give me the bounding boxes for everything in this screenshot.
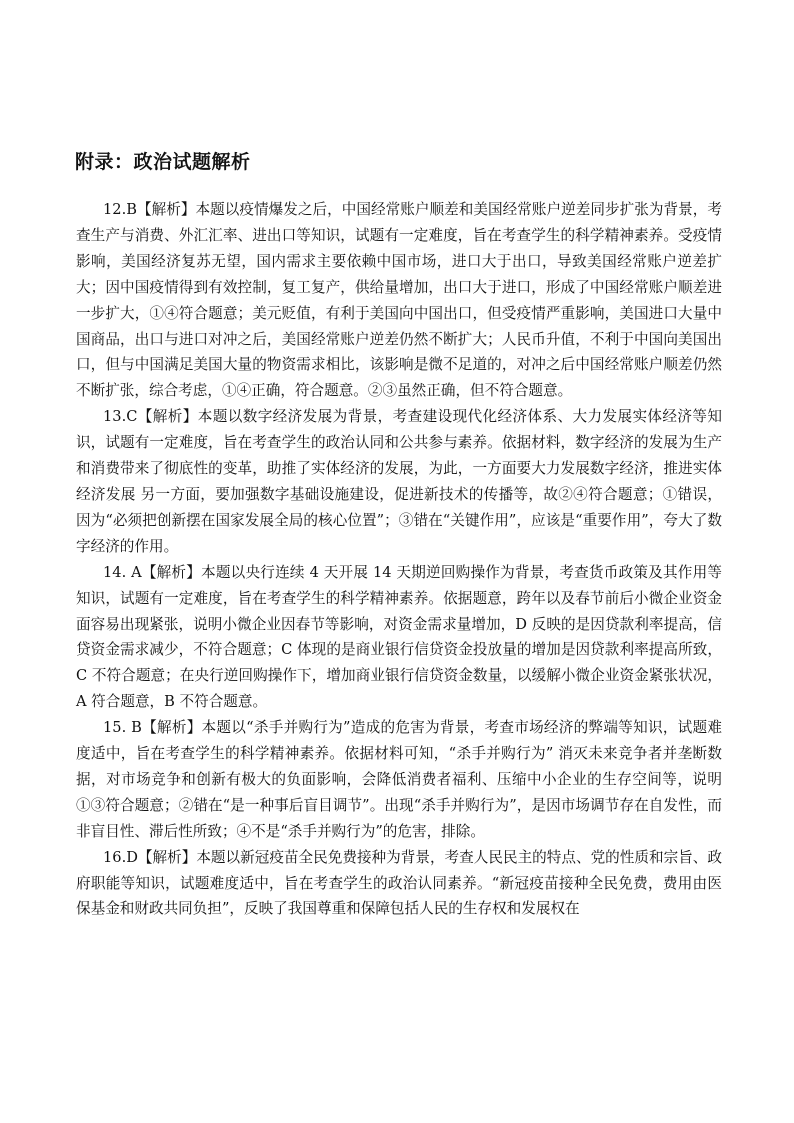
answer-explanations	[76, 197, 722, 922]
explanation-q13: 13.C【解析】本题以数字经济发展为背景，考查建设现代化经济体系、大力发展实体经济等知识，试题有一定难度，旨在考查学生的政治认同和公共参与素养。依据材料，数字经济的发展为生产和消费带来了彻底性的变革，助推了实体经济的发展，为此，一方面要大力发展数字经济，推进实体经济发展 另一方面，要加强数字基础设施建设，促进新技术的传播等，故②④符合题意；①错误，因为“必须把创新摆在国家发展全局的核心位置”；③错在“关键作用”，应该是“重要作用”，夸大了数字经济的作用。	[76, 408, 722, 555]
explanation-q12: 12.B【解析】本题以疫情爆发之后，中国经常账户顺差和美国经常账户逆差同步扩张为背景，考查生产与消费、外汇汇率、进出口等知识，试题有一定难度，旨在考查学生的科学精神素养。受疫情影响，美国经济复苏无望，国内需求主要依赖中国市场，进口大于出口，导致美国经常账户逆差扩大；因中国疫情得到有效控制，复工复产，供给量增加，出口大于进口，形成了中国经常账户顺差进一步扩大，①④符合题意；美元贬值，有利于美国向中国出口，但受疫情严重影响，美国进口大量中国商品，出口与进口对冲之后，美国经常账户逆差仍然不断扩大；人民币升值，不利于中国向美国出口，但与中国满足美国大量的物资需求相比，该影响是微不足道的，对冲之后中国经常账户顺差仍然不断扩张，综合考虑，①④正确，符合题意。②③虽然正确，但不符合题意。	[76, 201, 722, 400]
explanation-q15: 15. B【解析】本题以“杀手并购行为”造成的危害为背景，考查市场经济的弊端等知识，试题难度适中，旨在考查学生的科学精神素养。依据材料可知，“杀手并购行为” 消灭未来竞争者并垄断数据，对市场竞争和创新有极大的负面影响，会降低消费者福利、压缩中小企业的生存空间等，说明①③符合题意；②错在“是一种事后盲目调节”。出现“杀手并购行为”，是因市场调节存在自发性，而非盲目性、滞后性所致；④不是“杀手并购行为”的危害，排除。	[76, 719, 722, 840]
explanation-q14: 14. A【解析】本题以央行连续 4 天开展 14 天期逆回购操作为背景，考查货币政策及其作用等知识，试题有一定难度，旨在考查学生的科学精神素养。依据题意，跨年以及春节前后小微企业资金面容易出现紧张，说明小微企业因春节等影响，对资金需求量增加，D 反映的是因贷款利率提高，信贷资金需求减少，不符合题意；C 体现的是商业银行信贷资金投放量的增加是因贷款利率提高所致，C 不符合题意；在央行逆回购操作下，增加商业银行信贷资金数量，以缓解小微企业资金紧张状况， A 符合题意，B 不符合题意。	[76, 563, 722, 711]
appendix-heading: 附录：政治试题解析	[75, 151, 251, 173]
explanation-q16: 16.D【解析】本题以新冠疫苗全民免费接种为背景，考查人民民主的特点、党的性质和宗旨、政府职能等知识，试题难度适中，旨在考查学生的政治认同素养。“新冠疫苗接种全民免费，费用由医保基金和财政共同负担”，反映了我国尊重和保障包括人民的生存权和发展权在	[76, 848, 722, 918]
